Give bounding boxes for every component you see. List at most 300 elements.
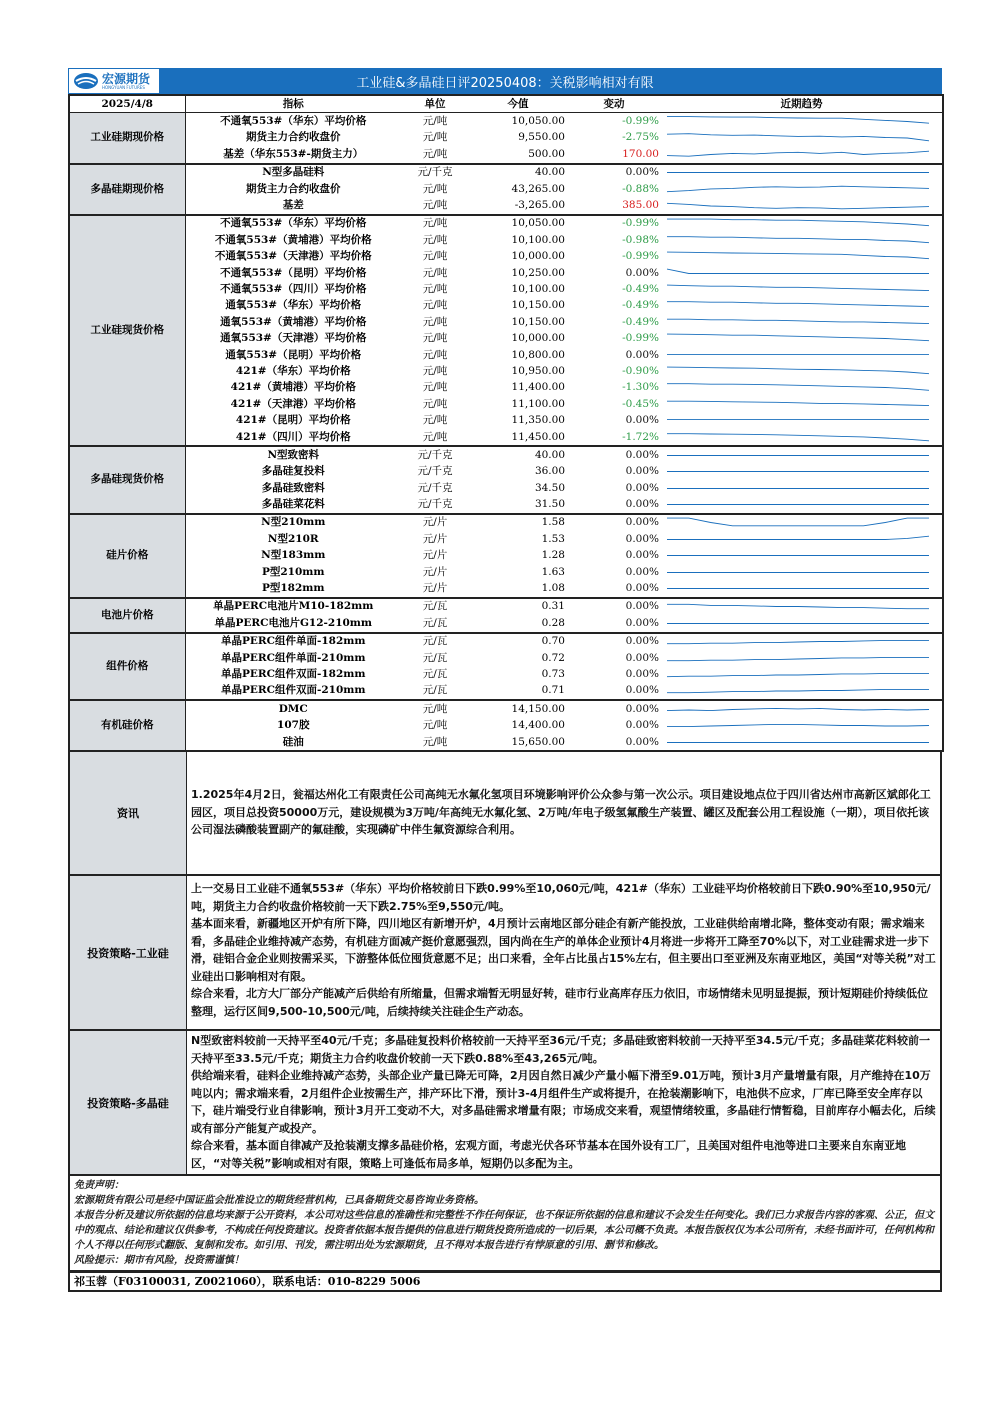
disclaimer-p2: 本报告分析及建议所依据的信息均来源于公开资料，本公司对这些信息的准确性和完整性不作任何保证，也不保证所依据的信息和建议不会发生任何变化。我们已力求报告内容的客观、公正，但文中的观点、结论和建议仅供参考，不构成任何投资建议。投资者依据本报告提供的信息进行期货投资所造成的一切后果，本公司概不负责。本报告版权仅为本公司所有，未经书面许可，任何机构和个人不得以任何形式翻版、复制和发布。如引用、刊发，需注明出处为宏源期货，且不得对本报告进行有悖原意的引用、删节和修改。 [74,1210,934,1252]
indicator-cell: 421#（华东）平均价格 [235,364,351,377]
trend-sparkline-cell [661,330,943,346]
disclaimer-p3: 风险提示：期市有风险，投资需谨慎！ [74,1255,244,1267]
unit-cell: 元/吨 [422,182,448,195]
trend-sparkline [663,166,933,179]
table-row [69,347,943,363]
trend-sparkline-cell [661,633,943,650]
category-label: 工业硅现货价格 [69,215,185,446]
disclaimer-title: 免责声明： [74,1180,124,1192]
value-cell: 10,000.00 [511,332,565,345]
trend-line [667,708,929,710]
table-row [69,130,943,146]
indicator-cell: 421#（四川）平均价格 [185,429,401,446]
trend-line [667,134,929,141]
change-cell: 0.00% [625,266,659,279]
indicator-cell: 通氧553#（昆明）平均价格 [225,348,362,361]
unit-cell: 元/吨 [422,266,448,279]
strategy-poly-p2: 供给端来看，硅料企业维持减产态势，头部企业产量已降无可降，2月因自然日减少产量小幅下滑至9.01万吨，预计3月产量增量有限，月产维持在10万吨以内；需求端来看，2月组件企业按需生产，排产环比下滑，预计3-4月组件生产或将提升，在抢装潮影响下，电池供不应求，厂库已降至安全库存以下，硅片端受行业自律影响，预计3月开工变动不大，对多晶硅需求增量有限；市场成交来看，观望情绪较重，多晶硅行情暂稳，目前库存小幅去化，后续或有部分产能复产或投产。 [191,1069,936,1135]
trend-sparkline-cell [661,314,943,330]
category-label: 硅片价格 [69,514,185,598]
change-cell: 0.00% [625,166,659,179]
trend-sparkline-cell [661,380,943,396]
trend-sparkline-cell [661,429,943,446]
trend-sparkline [663,299,933,312]
table-row [69,232,943,248]
trend-sparkline-cell [661,249,943,265]
change-cell: -0.45% [622,397,659,410]
disclaimer-p1: 宏源期货有限公司是经中国证监会批准设立的期货经营机构，已具备期货交易咨询业务资格。 [74,1195,484,1207]
trend-line [667,433,929,440]
change-cell: 385.00 [567,197,661,214]
indicator-cell: N型183mm [261,549,326,562]
unit-cell: 元/吨 [401,734,469,751]
indicator-cell: 通氧553#（天津港）平均价格 [220,332,367,345]
indicator-cell: 单晶PERC组件单面-182mm [221,635,366,648]
trend-sparkline-cell [661,598,943,615]
table-row [69,531,943,547]
indicator-cell: N型多晶硅料 [262,166,325,179]
value-cell: 0.70 [541,635,565,648]
table-row [69,298,943,314]
change-cell: 0.00% [625,635,659,648]
trend-sparkline [663,183,933,196]
indicator-cell: 不通氧553#（华东）平均价格 [220,217,367,230]
table-row [69,700,943,717]
trend-sparkline [663,349,933,362]
trend-sparkline-cell [661,734,943,751]
logo-cn-text: 宏源期货 [102,71,151,86]
value-cell: 10,150.00 [511,299,565,312]
table-row [69,650,943,666]
change-cell: -0.99% [622,115,659,128]
change-cell: 0.00% [625,667,659,680]
indicator-cell: 单晶PERC电池片G12-210mm [185,615,401,632]
trend-sparkline [663,566,933,579]
value-cell: 0.72 [541,651,565,664]
indicator-cell: N型210R [267,532,319,545]
value-cell: 14,150.00 [511,702,565,715]
trend-sparkline-cell [661,464,943,480]
trend-sparkline [663,398,933,411]
indicator-cell: 单晶PERC组件双面-182mm [221,667,366,680]
change-cell: 0.00% [625,448,659,461]
value-cell: 36.00 [534,465,565,478]
unit-cell: 元/吨 [422,233,448,246]
trend-sparkline [663,684,933,697]
table-row [69,598,943,615]
unit-cell: 元/吨 [422,397,448,410]
trend-sparkline [663,549,933,562]
trend-sparkline-cell [661,181,943,197]
indicator-header: 指标 [185,95,401,113]
news-label: 资讯 [70,752,187,874]
unit-cell: 元/吨 [401,197,469,214]
trend-line [667,673,929,676]
trend-sparkline [663,414,933,427]
table-row [69,734,943,751]
indicator-cell: N型致密料 [267,448,320,461]
trend-sparkline-cell [661,396,943,412]
company-logo [68,68,160,94]
unit-cell: 元/吨 [422,414,448,427]
value-cell: 14,400.00 [511,719,565,732]
value-cell: 10,950.00 [511,364,565,377]
unit-cell: 元/片 [401,580,469,597]
unit-cell: 元/吨 [422,719,448,732]
table-row [69,480,943,496]
table-row [69,396,943,412]
trend-line [667,237,929,243]
strategy-poly-body [187,1031,940,1174]
indicator-cell: 通氧553#（黄埔港）平均价格 [220,315,367,328]
table-row [69,548,943,564]
table-row [69,615,943,632]
value-cell: 10,100.00 [511,233,565,246]
trend-line [667,384,929,391]
value-cell: 1.08 [469,580,567,597]
unit-header: 单位 [401,95,469,113]
unit-cell: 元/吨 [422,348,448,361]
trend-sparkline-cell [661,113,943,130]
category-label: 电池片价格 [69,598,185,633]
value-cell: 11,350.00 [511,414,565,427]
trend-sparkline [663,482,933,495]
value-cell: 34.50 [534,481,565,494]
trend-sparkline-cell [661,215,943,232]
change-cell: 0.00% [625,516,659,529]
logo-icon [73,72,99,90]
trend-sparkline [663,736,933,749]
unit-cell: 元/吨 [422,299,448,312]
trend-line [667,203,929,209]
table-row [69,265,943,281]
trend-sparkline-cell [661,531,943,547]
table-row [69,683,943,700]
trend-sparkline [663,498,933,511]
trend-sparkline-cell [661,298,943,314]
unit-cell: 元/瓦 [401,615,469,632]
change-cell: -0.49% [622,282,659,295]
trend-sparkline-cell [661,232,943,248]
value-cell: 10,150.00 [511,315,565,328]
value-cell: 10,000.00 [511,250,565,263]
category-label: 工业硅期现价格 [69,113,185,164]
strategy-si-body [187,876,940,1029]
trend-sparkline-cell [661,347,943,363]
table-row [69,164,943,181]
value-cell: 0.73 [541,667,565,680]
change-cell: -0.98% [622,233,659,246]
trend-line [667,367,929,374]
trend-sparkline-cell [661,480,943,496]
table-row [69,146,943,163]
trend-sparkline [663,582,933,595]
trend-sparkline [663,365,933,378]
trend-sparkline [663,267,933,280]
table-row [69,215,943,232]
change-cell: 0.00% [625,465,659,478]
change-cell: 0.00% [567,683,661,700]
trend-header: 近期趋势 [661,95,943,113]
indicator-cell: N型210mm [261,516,326,529]
table-row [69,281,943,297]
report-header [68,68,942,94]
trend-line [667,151,929,156]
indicator-cell: 基差 [185,197,401,214]
unit-cell: 元/吨 [422,315,448,328]
trend-line [667,519,929,527]
strategy-si-p2: 基本面来看，新疆地区开炉有所下降，四川地区有新增开炉，4月预计云南地区部分硅企有新产能投放，工业硅供给南增北降，整体变动有限；需求端来看，多晶硅企业维持减产态势，有机硅方面减产挺价意愿强烈，国内尚在生产的单体企业预计4月将进一步将开工降至70%以下，对工业硅需求进一步下滑，硅铝合金企业则按需采买，下游整体低位囤货意愿不足；出口来看，全年占比虽占15%左右，但主要出口至亚洲及东南亚地区，美国“对等关税”对工业硅出口影响相对有限。 [191,917,936,983]
change-cell: 0.00% [567,615,661,632]
trend-sparkline-cell [661,164,943,181]
value-cell: 40.00 [534,448,565,461]
change-cell: -0.49% [622,299,659,312]
trend-sparkline [663,465,933,478]
indicator-cell: 单晶PERC电池片M10-182mm [213,600,374,613]
table-header-row [69,95,943,113]
value-cell: 9,550.00 [518,131,565,144]
unit-cell: 元/片 [422,565,448,578]
indicator-cell: 期货主力合约收盘价 [246,131,341,144]
change-cell: 0.00% [625,600,659,613]
unit-cell: 元/吨 [422,282,448,295]
trend-sparkline-cell [661,580,943,597]
unit-cell: 元/千克 [401,496,469,513]
table-row [69,464,943,480]
indicator-cell: DMC [278,702,308,715]
strategy-poly-section [68,1031,942,1176]
strategy-poly-p3: 综合来看，基本面自律减产及抢装潮支撑多晶硅价格，宏观方面，考虑光伏各环节基本在国外设有工厂，且美国对组件电池等进口主要来自东南亚地区，“对等关税”影响或相对有限，策略上可逢低布局多单，短期仍以多配为主。 [191,1139,906,1170]
change-cell: -2.75% [622,131,659,144]
table-row [69,197,943,214]
indicator-cell: P型210mm [261,565,325,578]
trend-sparkline [663,115,933,128]
indicator-cell: 单晶PERC组件双面-210mm [185,683,401,700]
change-header: 变动 [567,95,661,113]
unit-cell: 元/吨 [422,332,448,345]
trend-sparkline [663,131,933,144]
unit-cell: 元/吨 [422,381,448,394]
trend-line [667,302,929,307]
value-cell: 43,265.00 [511,182,565,195]
change-cell: 0.00% [625,651,659,664]
change-cell: 0.00% [625,348,659,361]
trend-sparkline [663,600,933,613]
table-row [69,113,943,130]
value-cell: 0.31 [541,600,565,613]
unit-cell: 元/千克 [417,448,453,461]
indicator-cell: 期货主力合约收盘价 [246,182,341,195]
indicator-cell: 不通氧553#（四川）平均价格 [220,282,367,295]
indicator-cell: 不通氧553#（华东）平均价格 [220,115,367,128]
unit-cell: 元/瓦 [422,635,448,648]
value-cell: 10,100.00 [511,282,565,295]
trend-sparkline-cell [661,146,943,163]
trend-sparkline [663,668,933,681]
disclaimer [68,1176,942,1272]
indicator-cell: 多晶硅致密料 [261,481,325,494]
table-row [69,496,943,513]
trend-line [667,605,929,609]
table-row [69,412,943,428]
change-cell: -0.90% [622,364,659,377]
category-label: 有机硅价格 [69,700,185,751]
unit-cell: 元/瓦 [422,600,448,613]
trend-sparkline [663,283,933,296]
table-row [69,446,943,463]
trend-line [667,334,929,341]
indicator-cell: 通氧553#（华东）平均价格 [225,299,362,312]
unit-cell: 元/吨 [422,702,448,715]
news-text: 1.2025年4月2日，瓮福达州化工有限责任公司高纯无水氟化氢项目环境影响评价公众参与第一次公示。项目建设地点位于四川省达州市高新区斌郎化工园区，项目总投资50000万元，建设规模为3万吨/年高纯无水氟化氢、2万吨/年电子级氢氟酸生产装置、罐区及配套公用工程设施（一期），项目依托该公司湿法磷酸装置副产的氟硅酸，实现磷矿中伴生氟资源综合利用。 [191,788,931,837]
value-cell: 31.50 [469,496,567,513]
table-row [69,633,943,650]
value-cell: 0.28 [469,615,567,632]
indicator-cell: 107胶 [277,719,310,732]
unit-cell: 元/吨 [422,115,448,128]
strategy-si-label: 投资策略-工业硅 [70,876,187,1029]
trend-sparkline [663,250,933,263]
unit-cell: 元/片 [422,516,448,529]
trend-sparkline [663,635,933,648]
strategy-poly-label: 投资策略-多晶硅 [70,1031,187,1174]
trend-sparkline [663,217,933,230]
indicator-cell: 421#（天津港）平均价格 [230,397,356,410]
change-cell: 0.00% [625,565,659,578]
change-cell: 0.00% [567,496,661,513]
change-cell: -1.72% [567,429,661,446]
value-cell: 10,050.00 [511,115,565,128]
value-cell: 1.28 [541,549,565,562]
category-label: 组件价格 [69,633,185,701]
category-label: 多晶硅现货价格 [69,446,185,514]
trend-sparkline-cell [661,281,943,297]
trend-sparkline-cell [661,717,943,733]
change-cell: 0.00% [625,702,659,715]
trend-sparkline [663,381,933,394]
unit-cell: 元/吨 [401,146,469,163]
change-cell: 0.00% [625,414,659,427]
value-cell: 10,050.00 [511,217,565,230]
value-cell: 10,250.00 [511,266,565,279]
change-cell: -0.49% [622,315,659,328]
unit-cell: 元/瓦 [422,651,448,664]
trend-sparkline-cell [661,615,943,632]
indicator-cell: 硅油 [185,734,401,751]
value-cell: 1.58 [541,516,565,529]
change-cell: 0.00% [567,734,661,751]
indicator-cell: 基差（华东553#-期货主力） [185,146,401,163]
trend-line [667,725,929,727]
trend-sparkline-cell [661,496,943,513]
trend-sparkline [663,431,933,444]
indicator-cell: P型182mm [185,580,401,597]
unit-cell: 元/吨 [422,217,448,230]
unit-cell: 元/千克 [417,465,453,478]
value-cell: 11,100.00 [511,397,565,410]
trend-sparkline [663,316,933,329]
table-row [69,717,943,733]
change-cell: 0.00% [625,481,659,494]
trend-line [667,641,929,644]
table-row [69,363,943,379]
value-cell: 1.63 [541,565,565,578]
report-sheet [68,68,942,1292]
news-section [68,752,942,876]
unit-cell: 元/瓦 [401,683,469,700]
strategy-si-p3: 综合来看，北方大厂部分产能减产后供给有所缩量，但需求端暂无明显好转，硅市行业高库存压力依旧，市场情绪未见明显提振，预计短期硅价持续低位整理，运行区间9,500-10,500元/吨，后续持续关注硅企生产动态。 [191,987,928,1018]
change-cell: 0.00% [625,532,659,545]
indicator-cell: 多晶硅复投料 [261,465,325,478]
trend-sparkline [663,617,933,630]
unit-cell: 元/片 [422,549,448,562]
trend-sparkline [663,703,933,716]
indicator-cell: 不通氧553#（黄埔港）平均价格 [214,233,372,246]
value-cell: 11,400.00 [511,381,565,394]
change-cell: -0.88% [622,182,659,195]
category-label: 多晶硅期现价格 [69,164,185,215]
unit-cell: 元/千克 [417,481,453,494]
indicator-cell: 421#（黄埔港）平均价格 [230,381,356,394]
trend-line [667,690,929,693]
trend-sparkline [663,516,933,529]
trend-sparkline [663,332,933,345]
trend-line [667,117,929,124]
trend-line [667,657,929,660]
value-cell: 0.71 [469,683,567,700]
trend-sparkline-cell [661,700,943,717]
trend-line [667,252,929,259]
strategy-si-p1: 上一交易日工业硅不通氧553#（华东）平均价格较前日下跌0.99%至10,060元/吨，421#（华东）工业硅平均价格较前日下跌0.90%至10,950元/吨，期货主力合约收盘价格较前一天下跌2.75%至9,550元/吨。 [191,882,931,913]
analyst-contact: 祁玉蓉（F03100031, Z0021060），联系电话：010-8229 5006 [68,1272,942,1292]
change-cell: -0.99% [622,332,659,345]
unit-cell: 元/吨 [401,429,469,446]
change-cell: -0.99% [622,250,659,263]
change-cell: -1.30% [622,381,659,394]
indicator-cell: 不通氧553#（昆明）平均价格 [220,266,367,279]
trend-sparkline-cell [661,650,943,666]
table-row [69,314,943,330]
trend-sparkline [663,234,933,247]
trend-sparkline [663,148,933,161]
table-row [69,380,943,396]
table-row [69,330,943,346]
change-cell: -0.99% [622,217,659,230]
unit-cell: 元/千克 [417,166,453,179]
trend-sparkline-cell [661,197,943,214]
table-row [69,181,943,197]
trend-sparkline-cell [661,514,943,531]
trend-line [667,269,929,273]
table-row [69,514,943,531]
trend-sparkline-cell [661,363,943,379]
indicator-cell: 不通氧553#（天津港）平均价格 [214,250,372,263]
value-cell: 10,800.00 [511,348,565,361]
unit-cell: 元/吨 [422,131,448,144]
value-cell: -3,265.00 [469,197,567,214]
trend-line [667,319,929,323]
indicator-cell: 421#（昆明）平均价格 [235,414,351,427]
trend-sparkline-cell [661,548,943,564]
trend-sparkline-cell [661,683,943,700]
trend-sparkline-cell [661,130,943,146]
trend-sparkline-cell [661,666,943,682]
trend-line [667,186,929,192]
indicator-cell: 多晶硅菜花料 [185,496,401,513]
unit-cell: 元/瓦 [422,667,448,680]
report-title: 工业硅&多晶硅日评20250408：关税影响相对有限 [356,75,654,91]
logo-en-text: HONGYUAN FUTURES [102,84,145,90]
